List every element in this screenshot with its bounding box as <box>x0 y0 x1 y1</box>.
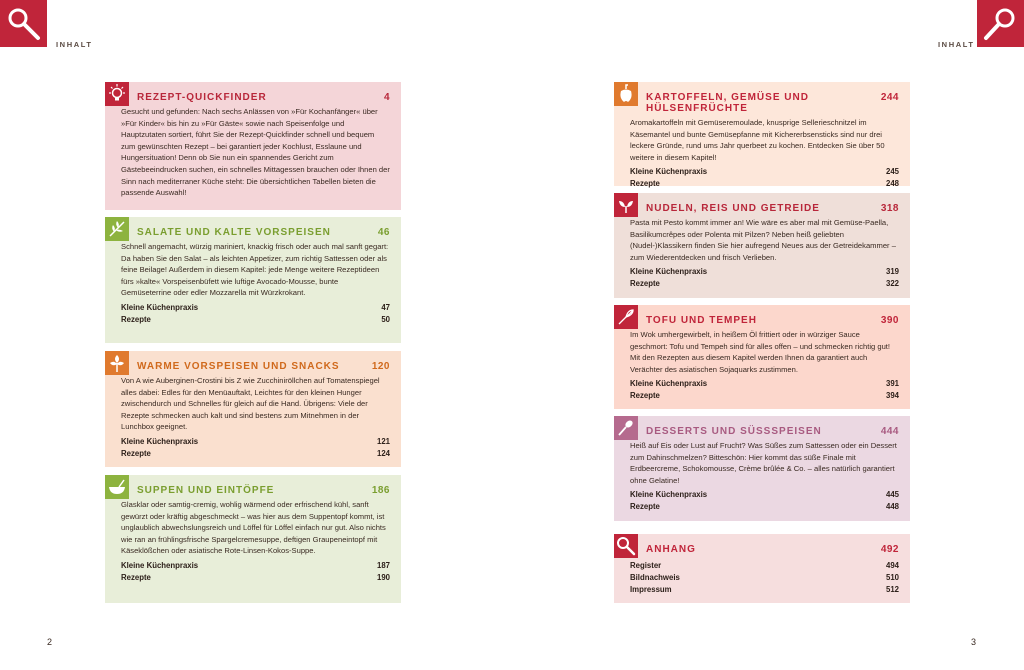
chapter-title: REZEPT-QUICKFINDER <box>137 92 267 103</box>
chapter-page-number: 492 <box>880 544 899 555</box>
toc-entry-page: 394 <box>885 391 899 401</box>
chapter-title: KARTOFFELN, GEMÜSE UND HÜLSENFRÜCHTE <box>646 92 809 114</box>
corner-search-tab-right[interactable] <box>977 0 1024 47</box>
toc-entry-label: Kleine Küchenpraxis <box>630 379 708 389</box>
toc-entry-page: 494 <box>885 561 899 570</box>
chapter-title: SUPPEN UND EINTÖPFE <box>137 485 275 496</box>
toc-entry-label: Kleine Küchenpraxis <box>630 167 708 177</box>
wheat-grain-icon <box>614 193 638 217</box>
magnifier-icon <box>983 6 1019 42</box>
toc-entry-page: 121 <box>376 436 390 446</box>
page-number-right: 3 <box>971 637 977 647</box>
toc-entry[interactable] <box>630 178 899 190</box>
magnifier-icon <box>614 534 638 558</box>
herb-leaf-icon <box>105 217 129 241</box>
toc-entry-label: Rezepte <box>121 572 151 582</box>
chapter-description: Heiß auf Eis oder Lust auf Frucht? Was Süßes zum Sattessen oder ein Dessert zum Dahinschmelzen? Bitteschön: Hier kommt das süße Finale mit Erdbeercreme, Schokomousse, Crème brûlée & Co. – alles natürlich garantiert ohne Gelatine! <box>630 441 897 485</box>
chapter-page-number: 244 <box>880 92 899 103</box>
toc-entry-page: 245 <box>885 167 899 177</box>
page-number-left: 2 <box>47 637 53 647</box>
chapter-description: Im Wok umhergewirbelt, in heißem Öl frittiert oder in würziger Sauce geschmort: Tofu und Tempeh sind für alles offen – und schmecken richtig gut! Mit den Rezepten aus diesem Kapitel werden Ihnen da garantiert auch Verächter des asiatischen Sojaquarks zustimmen. <box>630 330 891 374</box>
chapter-title: TOFU UND TEMPEH <box>646 315 757 326</box>
chapter-page-number: 4 <box>383 92 390 103</box>
toc-entry-page: 50 <box>381 314 390 324</box>
toc-entry-label: Rezepte <box>630 179 660 189</box>
corner-search-tab-left[interactable] <box>0 0 47 47</box>
chapter-box-suppen[interactable] <box>105 475 401 603</box>
chapter-box-rezept-quickfinder[interactable] <box>105 82 401 210</box>
toc-entry[interactable] <box>630 584 899 596</box>
toc-entry-label: Rezepte <box>630 279 660 289</box>
chapter-title: NUDELN, REIS UND GETREIDE <box>646 203 820 214</box>
chapter-title: ANHANG <box>646 544 696 555</box>
chapter-entries <box>121 436 390 460</box>
chapter-page-number: 444 <box>880 426 899 437</box>
chapter-box-nudeln[interactable] <box>614 193 910 298</box>
toc-entry-label: Impressum <box>630 585 672 594</box>
toc-entry-page: 124 <box>376 448 390 458</box>
toc-entry-page: 322 <box>885 279 899 289</box>
chapter-page-number: 120 <box>371 361 390 372</box>
toc-entry-label: Rezepte <box>121 314 151 324</box>
toc-entry-label: Kleine Küchenpraxis <box>121 436 199 446</box>
chapter-box-desserts[interactable] <box>614 416 910 521</box>
soup-bowl-icon <box>105 475 129 499</box>
toc-entry-page: 391 <box>885 379 899 389</box>
chapter-title: SALATE UND KALTE VORSPEISEN <box>137 227 331 238</box>
toc-entry[interactable] <box>630 266 899 278</box>
toc-entry-page: 448 <box>885 502 899 512</box>
toc-entry[interactable] <box>121 560 390 572</box>
chapter-page-number: 186 <box>371 485 390 496</box>
toc-entry[interactable] <box>630 501 899 513</box>
chapter-description: Glasklar oder samtig-cremig, wohlig wärmend oder erfrischend kühl, sanft gewürzt oder kräftig abgeschmeckt – was hier aus dem Suppentopf kommt, ist unglaublich abwechslungsreich und Löffel für Löffel einfach nur gut. Also nichts wie ran an frühlingsfrische Spargelcremesuppe, deftigen Graupeneintopf mit Käseklößchen oder asiatische Rote-Linsen-Kokos-Suppe. <box>121 500 386 556</box>
chapter-box-kartoffeln[interactable] <box>614 82 910 189</box>
toc-entry[interactable] <box>121 572 390 584</box>
running-head-left: INHALT <box>56 40 93 49</box>
chapter-description: Gesucht und gefunden: Nach sechs Anlässen von »Für Kochanfänger« über »Für Kinder« bis hin zu »Für Gäste« sowie nach Speisenfolge und Hauptzutaten sortiert, führt Sie der Rezept-Quickfinder schnell und bequem zum gewünschten Rezept – bei garantiert jeder Kochlust, Esslaune und Hungersituation! Denn ob Sie nun ein spannendes Gericht zum Gästebeeindrucken suchen, ein schnelles Mittagessen brauchen oder Ihnen der Sinn nach mediterraner Küche steht: Die übersichtlichen Tabellen bieten die passende Auswahl! <box>121 107 390 198</box>
toc-entry-label: Kleine Küchenpraxis <box>630 267 708 277</box>
chapter-title: WARME VORSPEISEN UND SNACKS <box>137 361 340 372</box>
toc-entry-label: Bildnachweis <box>630 573 680 582</box>
chapter-page-number: 318 <box>880 203 899 214</box>
toc-entry-label: Rezepte <box>630 391 660 401</box>
chapter-entries <box>630 489 899 513</box>
spoon-icon <box>614 416 638 440</box>
chapter-entries <box>630 266 899 290</box>
chapter-box-warme-vorspeisen[interactable] <box>105 351 401 467</box>
chapter-entries <box>630 378 899 402</box>
chapter-box-anhang[interactable] <box>614 534 910 603</box>
toc-entry-page: 190 <box>376 572 390 582</box>
toc-entry-label: Rezepte <box>121 448 151 458</box>
toc-entry-label: Kleine Küchenpraxis <box>121 560 199 570</box>
toc-entry-label: Rezepte <box>630 502 660 512</box>
magnifier-icon <box>6 6 42 42</box>
toc-entry[interactable] <box>121 436 390 448</box>
chapter-description: Aromakartoffeln mit Gemüseremoulade, knusprige Sellerieschnitzel im Käsemantel und bunte Gemüsepfanne mit Kichererbsensticks sind nur drei leckere Gründe, rund ums Jahr querbeet zu kochen. Entdecken Sie über 50 weitere in diesem Kapitel! <box>630 118 885 162</box>
chapter-description: Von A wie Auberginen-Crostini bis Z wie Zucchiniröllchen auf Tomatenspiegel alles dabei: Edles für den Menüauftakt, Leichtes für den kleinen Hunger zwischendurch und Schnelles für gleich auf die Hand. Übrigens: Viele der Rezepte schmecken auch kalt und sind bestens zum Mitnehmen in der Lunchbox geeignet. <box>121 376 380 432</box>
toc-entry[interactable] <box>630 489 899 501</box>
toc-entry-page: 319 <box>885 267 899 277</box>
toc-entry[interactable] <box>630 278 899 290</box>
chapter-box-tofu[interactable] <box>614 305 910 409</box>
toc-entry-label: Register <box>630 561 662 570</box>
toc-entry-page: 47 <box>381 302 390 312</box>
chapter-entries <box>121 302 390 326</box>
chapter-title: DESSERTS UND SÜSSSPEISEN <box>646 426 822 437</box>
chapter-page-number: 46 <box>377 227 390 238</box>
toc-entry-page: 445 <box>885 490 899 500</box>
bell-pepper-icon <box>614 82 638 106</box>
toc-entry[interactable] <box>121 314 390 326</box>
toc-entry[interactable] <box>630 560 899 572</box>
toc-entry-page: 187 <box>376 560 390 570</box>
chapter-description: Pasta mit Pesto kommt immer an! Wie wäre es aber mal mit Gemüse-Paella, Basilikumcrêpes oder Polenta mit Pilzen? Neben heiß geliebten (Nudel-)Klassikern finden Sie hier aufregend Neues aus der Getreidekammer – zum Wiederentdecken und frisch Verlieben. <box>630 218 896 262</box>
toc-entry[interactable] <box>630 572 899 584</box>
toc-entry[interactable] <box>630 166 899 178</box>
whisk-icon <box>614 305 638 329</box>
toc-entry-label: Kleine Küchenpraxis <box>630 490 708 500</box>
chapter-entries <box>630 166 899 190</box>
lightbulb-icon <box>105 82 129 106</box>
running-head-right: INHALT <box>938 40 975 49</box>
toc-entry-page: 248 <box>885 179 899 189</box>
pepper-grain-icon <box>105 351 129 375</box>
toc-entry[interactable] <box>121 448 390 460</box>
toc-entry[interactable] <box>121 302 390 314</box>
toc-entry-page: 512 <box>885 585 899 594</box>
chapter-page-number: 390 <box>880 315 899 326</box>
chapter-box-salate[interactable] <box>105 217 401 343</box>
chapter-entries <box>121 560 390 584</box>
toc-entry-page: 510 <box>885 573 899 582</box>
chapter-entries <box>630 560 899 596</box>
toc-entry[interactable] <box>630 378 899 390</box>
toc-entry[interactable] <box>630 390 899 402</box>
chapter-description: Schnell angemacht, würzig mariniert, knackig frisch oder auch mal sanft gegart: Da haben Sie den Salat – als leichten Appetizer, zum richtig Sattessen oder als feine Beilage! Außerdem in diesem Kapitel: jede Menge weitere Rezeptideen fürs »kalte« Vorspeisenbüfett wie luftige Avocado-Mousse, bunte Gemüseterrine oder edler Mozzarella mit Würzkrokant. <box>121 242 389 298</box>
toc-entry-label: Kleine Küchenpraxis <box>121 302 199 312</box>
